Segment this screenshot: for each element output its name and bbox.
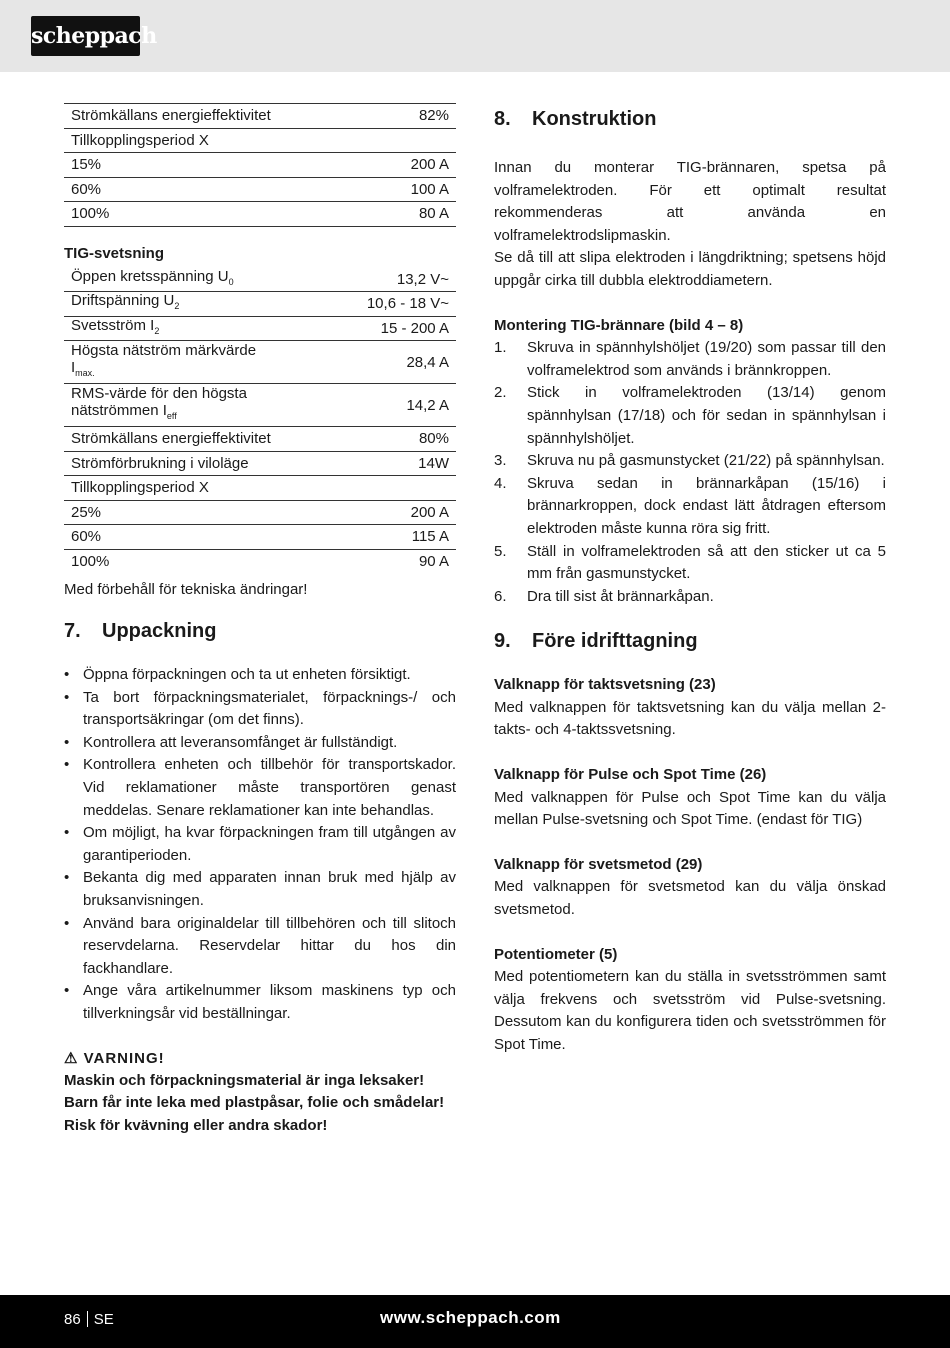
divider <box>87 1311 88 1327</box>
warning-text: Maskin och förpackningsmaterial är inga leksaker! Barn får inte leka med plastpåsar, folie och smådelar! Risk för kvävning eller andra skador! <box>64 1071 445 1134</box>
scheppach-logo: scheppach <box>31 16 140 56</box>
left-column <box>64 103 456 1137</box>
list-item: 1. Skruva in spännhylshöljet (19/20) som passar till den volframelektrod som används i brännkroppen. <box>494 339 886 379</box>
control-block: Valknapp för taktsvetsning (23) Med valknappen för taktsvetsning kan du välja mellan 2-takts- och 4-taktssvetsning. <box>494 676 886 739</box>
section-9-title: 9. Före idrifttagning <box>494 630 698 653</box>
table-row: Svetsström $I_2$ 15 - 200 A <box>64 317 456 342</box>
list-item: 6. Dra till sist åt brännarkåpan. <box>494 587 714 605</box>
page-number: 86 <box>64 1311 81 1328</box>
right-column <box>494 103 886 1057</box>
table-row: RMS-värde för den högsta nätströmmen $I_{eff}$ 14,2 A <box>64 384 456 427</box>
list-item: • Ta bort förpackningsmaterialet, förpacknings-/ och transportsäkringar (om det finns). <box>64 688 456 729</box>
technical-changes-note: Med förbehåll för tekniska ändringar! <box>64 581 308 598</box>
tig-heading: TIG-svetsning <box>64 244 165 262</box>
list-item: 5. Ställ in volframelektroden så att den sticker ut ca 5 mm från gasmunstycket. <box>494 542 886 583</box>
page-info <box>64 1311 114 1328</box>
table-row: Högsta nätström märkvärde $I_{max.}$ 28,4 A <box>64 341 456 384</box>
table-row: Driftspänning $U_2$ 10,6 - 18 V~ <box>64 292 456 317</box>
construction-intro-2: Se då till att slipa elektroden i längdriktning; spetsens höjd uppgår cirka till dubbla elektroddiametern. <box>494 249 886 289</box>
table-row: 60% 100 A <box>64 178 456 203</box>
list-item: 3. Skruva nu på gasmunstycket (21/22) på spännhylsan. <box>494 452 885 470</box>
table-row: Strömkällans energieffektivitet 82% <box>64 104 456 129</box>
control-block: Valknapp för svetsmetod (29) Med valknappen för svetsmetod kan du välja önskad svetsmetod. <box>494 855 886 919</box>
table-row: Öppen kretsspänning $U_0$ 13,2 V~ <box>64 268 456 293</box>
list-item: 2. Stick in volframelektroden (13/14) genom spännhylsan (17/18) och för sedan in spännhylsan i spännhylshöljet. <box>494 384 886 447</box>
table-row: Tillkopplingsperiod X <box>64 476 456 501</box>
list-item: 4. Skruva sedan in brännarkåpan (15/16) i brännarkroppen, dock endast lätt åtdragen eftersom elektroden måste kunna röra sig fritt. <box>494 474 886 537</box>
list-item: • Använd bara originaldelar till tillbehören och till slitoch reservdelarna. Reservdelar hittar du hos din fackhandlare. <box>64 914 456 977</box>
header-band <box>0 0 950 72</box>
list-item: • Ange våra artikelnummer liksom maskinens typ och tillverkningsår vid beställningar. <box>64 982 456 1022</box>
warning-box <box>64 1048 456 1138</box>
list-item: • Bekanta dig med apparaten innan bruk med hjälp av bruksanvisningen. <box>64 869 456 909</box>
table-row: 100% 80 A <box>64 202 456 227</box>
section-7-title: 7. Uppackning <box>64 620 217 642</box>
spec-table-2 <box>64 268 456 574</box>
table-row: Strömkällans energieffektivitet 80% <box>64 427 456 452</box>
mount-steps <box>494 337 886 608</box>
spec-table-1 <box>64 103 456 227</box>
control-block: Valknapp för Pulse och Spot Time (26) Med valknappen för Pulse och Spot Time kan du välja mellan Pulse-svetsning och Spot Time. (endast för TIG) <box>494 766 886 829</box>
list-item: • Öppna förpackningen och ta ut enheten försiktigt. <box>64 666 411 683</box>
table-row: 60% 115 A <box>64 525 456 550</box>
list-item: • Kontrollera enheten och tillbehör för transportskador. Vid reklamationer måste transportören genast meddelas. Senare reklamationer kan inte behandlas. <box>64 756 456 819</box>
warning-title: ⚠ VARNING! <box>64 1049 165 1067</box>
unpacking-list <box>64 664 456 1026</box>
table-row: 15% 200 A <box>64 153 456 178</box>
construction-intro: Innan du monterar TIG-brännaren, spetsa på volframelektroden. För ett optimalt resultat rekommenderas att använda en volframelektrodslipmaskin. <box>494 159 886 244</box>
list-item: • Om möjligt, ha kvar förpackningen fram till utgången av garantiperioden. <box>64 824 456 864</box>
list-item: • Kontrollera att leveransomfånget är fullständigt. <box>64 733 398 751</box>
table-row: Tillkopplingsperiod X <box>64 129 456 154</box>
table-row: 100% 90 A <box>71 552 449 570</box>
table-row: Strömförbrukning i viloläge 14W <box>64 452 456 477</box>
control-block: Potentiometer (5) Med potentiometern kan du ställa in svetsströmmen samt välja frekvens och svetsström vid Pulse-svetsning. Dessutom kan du konfigurera tiden och svetsströmmen för Spot Time. <box>494 945 886 1053</box>
language-code: SE <box>93 1311 114 1328</box>
table-row: 25% 200 A <box>64 501 456 526</box>
section-8-title: 8. Konstruktion <box>494 108 657 130</box>
mount-heading: Montering TIG-brännare (bild 4 – 8) <box>494 316 744 334</box>
footer <box>0 1295 950 1348</box>
website-link: www.scheppach.com <box>380 1308 561 1327</box>
